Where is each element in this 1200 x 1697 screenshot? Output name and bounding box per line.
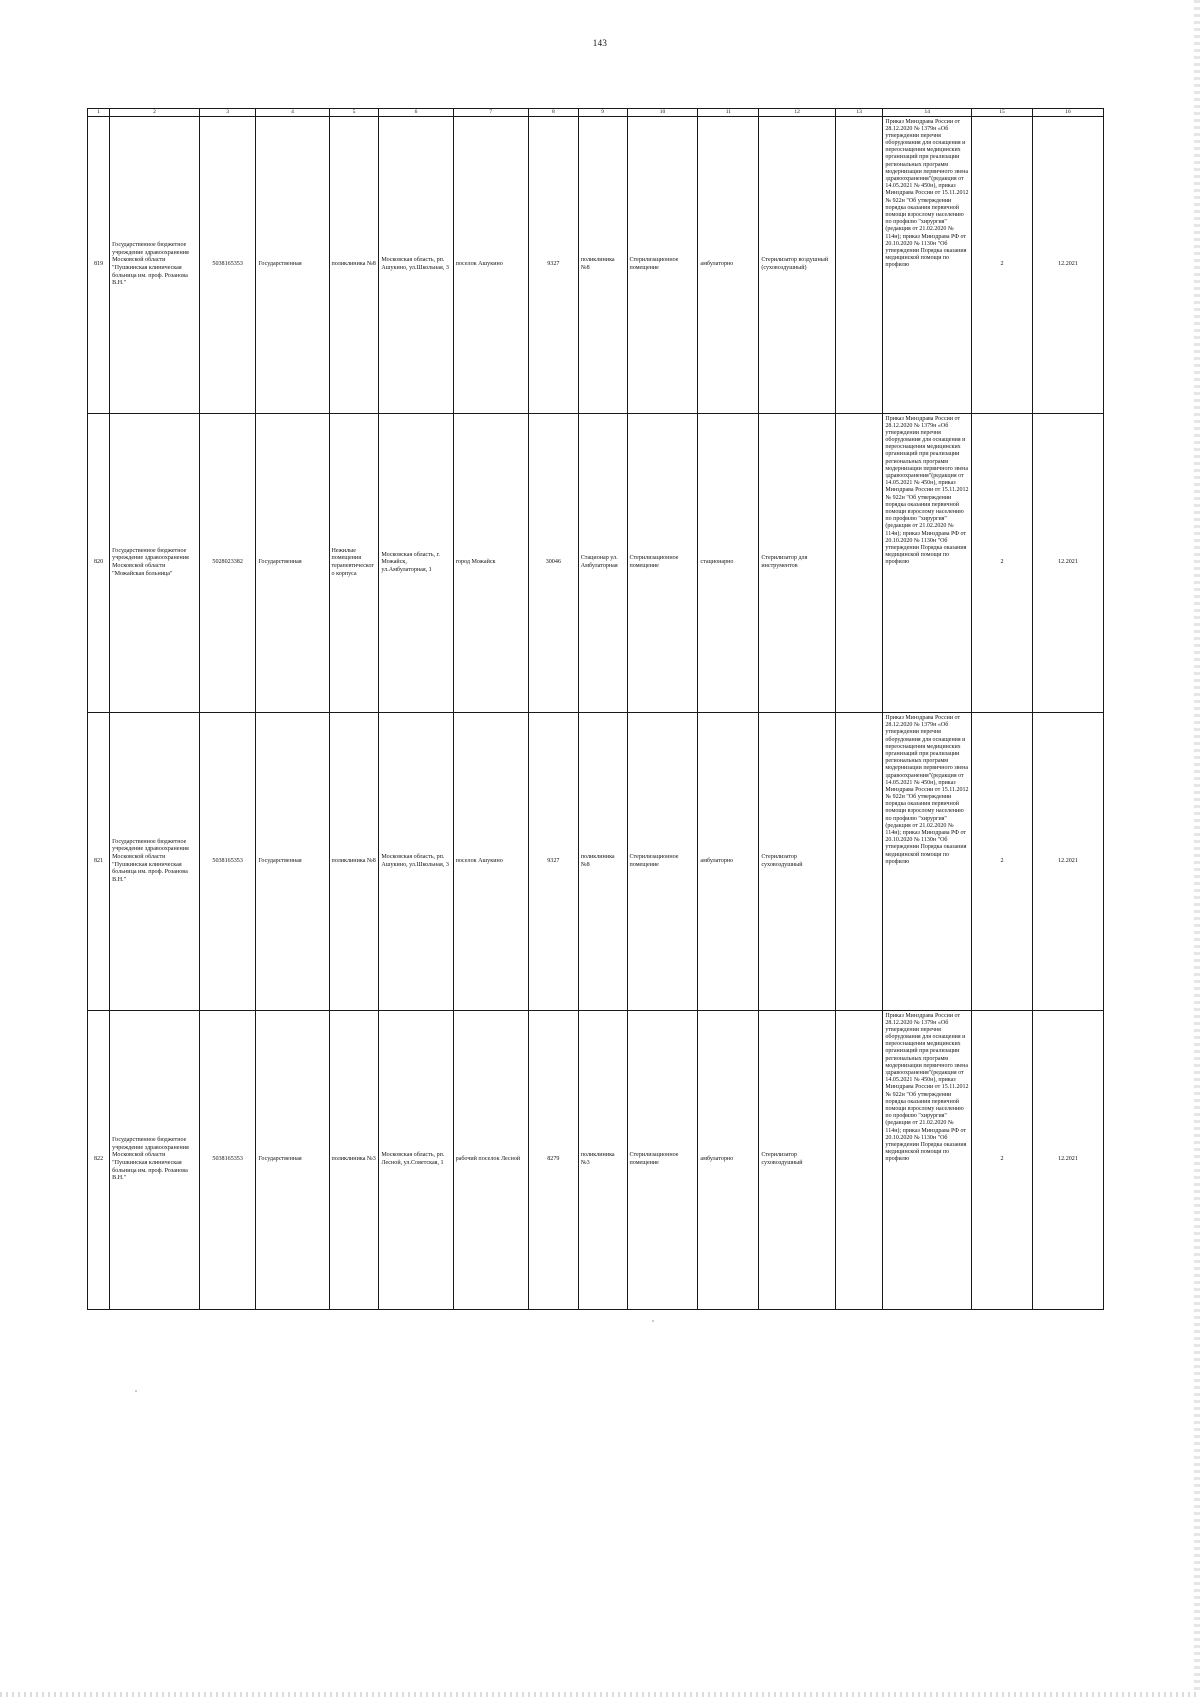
ownership-form: Государственная (256, 414, 329, 713)
column-number: 7 (453, 109, 528, 117)
quantity: 2 (972, 117, 1033, 414)
column-13-cell (835, 414, 883, 713)
address: Московская область, рп. Ашукино, ул.Школьная, 3 (379, 117, 453, 414)
population: 8279 (528, 1011, 578, 1310)
legal-basis-text: Приказ Минздрава России от 28.12.2020 № 1379н «Об утверждении перечня оборудования для оснащения и переоснащения медицинских организаций при реализации региональных программ модернизации первичного звена здравоохранения"(редакция от 14.05.2021 № 450н), приказ Минздрава России от 15.11.2012 № 922н "Об утверждении порядка оказания первичной помощи взрослому населению по профилю "хирургия" (редакция от 21.02.2020 № 114н); приказ Минздрава РФ от 20.10.2020 № 1130н "Об утверждении Порядка оказания медицинской помощи по профилю (885, 118, 969, 269)
unit-name: поликлиника №3 (578, 1011, 627, 1310)
column-number: 1 (88, 109, 110, 117)
building-name: поликлиника №8 (329, 117, 379, 414)
row-number: 820 (88, 414, 110, 713)
column-number: 16 (1032, 109, 1103, 117)
table-row (88, 1011, 1104, 1310)
ownership-form: Государственная (256, 713, 329, 1011)
table-row (88, 414, 1104, 713)
quantity: 2 (972, 414, 1033, 713)
organization-name: Государственное бюджетное учреждение здравоохранения Московской области "Пушкинская клиническая больница им. проф. Розанова В.Н." (110, 1011, 200, 1310)
column-number-row (88, 109, 1104, 117)
organization-name: Государственное бюджетное учреждение здравоохранения Московской области "Можайская больница" (110, 414, 200, 713)
ownership-form: Государственная (256, 1011, 329, 1310)
locality: рабочий поселок Лесной (453, 1011, 528, 1310)
legal-basis-text: Приказ Минздрава России от 28.12.2020 № 1379н «Об утверждении перечня оборудования для оснащения и переоснащения медицинских организаций при реализации региональных программ модернизации первичного звена здравоохранения"(редакция от 14.05.2021 № 450н), приказ Минздрава России от 15.11.2012 № 922н "Об утверждении порядка оказания первичной помощи взрослому населению по профилю "хирургия" (редакция от 21.02.2020 № 114н); приказ Минздрава РФ от 20.10.2020 № 1130н "Об утверждении Порядка оказания медицинской помощи по профилю (885, 715, 969, 865)
room-name: Стерилизационное помещение (627, 1011, 698, 1310)
column-number: 10 (627, 109, 698, 117)
row-number: 819 (88, 117, 110, 414)
legal-basis-cell (883, 713, 972, 1011)
address: Московская область, рп. Ашукино, ул.Школьная, 3 (379, 713, 453, 1011)
column-number: 6 (379, 109, 453, 117)
column-number: 2 (110, 109, 200, 117)
delivery-date: 12.2021 (1032, 713, 1103, 1011)
address: Московская область, рп. Лесной, ул.Советская, 1 (379, 1011, 453, 1310)
column-number: 11 (698, 109, 759, 117)
scan-bottom-artifact (0, 1692, 1200, 1697)
legal-basis-text: Приказ Минздрава России от 28.12.2020 № 1379н «Об утверждении перечня оборудования для оснащения и переоснащения медицинских организаций при реализации региональных программ модернизации первичного звена здравоохранения"(редакция от 14.05.2021 № 450н), приказ Минздрава России от 15.11.2012 № 922н "Об утверждении порядка оказания первичной помощи взрослому населению по профилю "хирургия" (редакция от 21.02.2020 № 114н); приказ Минздрава РФ от 20.10.2020 № 1130н "Об утверждении Порядка оказания медицинской помощи по профилю (885, 1012, 969, 1163)
column-number: 15 (972, 109, 1033, 117)
inn: 5028023382 (199, 414, 256, 713)
locality: поселок Ашукино (453, 713, 528, 1011)
column-number: 14 (883, 109, 972, 117)
table-row (88, 713, 1104, 1011)
equipment-name: Стерилизатор воздушный (суховоздушный) (759, 117, 835, 414)
population: 30046 (528, 414, 578, 713)
inn: 5038165353 (199, 117, 256, 414)
column-number: 4 (256, 109, 329, 117)
address: Московская область, г. Можайск, ул.Амбулаторная, 1 (379, 414, 453, 713)
care-condition: амбулаторно (698, 1011, 759, 1310)
scan-speck (652, 1320, 654, 1322)
inn: 5038165353 (199, 1011, 256, 1310)
building-name: поликлиника №3 (329, 1011, 379, 1310)
column-13-cell (835, 117, 883, 414)
equipment-registry-table (87, 108, 1104, 1310)
organization-name: Государственное бюджетное учреждение здравоохранения Московской области "Пушкинская клиническая больница им. проф. Розанова В.Н." (110, 117, 200, 414)
column-13-cell (835, 1011, 883, 1310)
legal-basis-text: Приказ Минздрава России от 28.12.2020 № 1379н «Об утверждении перечня оборудования для оснащения и переоснащения медицинских организаций при реализации региональных программ модернизации первичного звена здравоохранения"(редакция от 14.05.2021 № 450н), приказ Минздрава России от 15.11.2012 № 922н "Об утверждении порядка оказания первичной помощи взрослому населению по профилю "хирургия" (редакция от 21.02.2020 № 114н); приказ Минздрава РФ от 20.10.2020 № 1130н "Об утверждении Порядка оказания медицинской помощи по профилю (885, 415, 969, 566)
locality: поселок Ашукино (453, 117, 528, 414)
row-number: 822 (88, 1011, 110, 1310)
quantity: 2 (972, 713, 1033, 1011)
room-name: Стерилизационное помещение (627, 414, 698, 713)
legal-basis-cell (883, 414, 972, 713)
population: 9327 (528, 713, 578, 1011)
scan-edge-artifact (1194, 0, 1200, 1697)
column-number: 9 (578, 109, 627, 117)
unit-name: Стационар ул. Амбулаторная (578, 414, 627, 713)
care-condition: стационарно (698, 414, 759, 713)
column-number: 13 (835, 109, 883, 117)
scan-speck (135, 1390, 137, 1392)
organization-name: Государственное бюджетное учреждение здравоохранения Московской области "Пушкинская клиническая больница им. проф. Розанова В.Н." (110, 713, 200, 1011)
equipment-name: Стерилизатор суховоздушный (759, 1011, 835, 1310)
column-number: 5 (329, 109, 379, 117)
table-row (88, 117, 1104, 414)
page-number: 143 (592, 38, 608, 48)
unit-name: поликлиника №8 (578, 117, 627, 414)
room-name: Стерилизационное помещение (627, 117, 698, 414)
care-condition: амбулаторно (698, 117, 759, 414)
column-number: 8 (528, 109, 578, 117)
equipment-name: Стерилизатор суховоздушный (759, 713, 835, 1011)
delivery-date: 12.2021 (1032, 117, 1103, 414)
legal-basis-cell (883, 117, 972, 414)
building-name: Нежилые помещения терапевтического корпуса (329, 414, 379, 713)
equipment-name: Стерилизатор для инструментов (759, 414, 835, 713)
delivery-date: 12.2021 (1032, 1011, 1103, 1310)
population: 9327 (528, 117, 578, 414)
delivery-date: 12.2021 (1032, 414, 1103, 713)
inn: 5038165353 (199, 713, 256, 1011)
building-name: поликлиника №8 (329, 713, 379, 1011)
column-number: 12 (759, 109, 835, 117)
legal-basis-cell (883, 1011, 972, 1310)
ownership-form: Государственная (256, 117, 329, 414)
column-13-cell (835, 713, 883, 1011)
care-condition: амбулаторно (698, 713, 759, 1011)
quantity: 2 (972, 1011, 1033, 1310)
unit-name: поликлиника №8 (578, 713, 627, 1011)
locality: город Можайск (453, 414, 528, 713)
column-number: 3 (199, 109, 256, 117)
room-name: Стерилизационное помещение (627, 713, 698, 1011)
row-number: 821 (88, 713, 110, 1011)
